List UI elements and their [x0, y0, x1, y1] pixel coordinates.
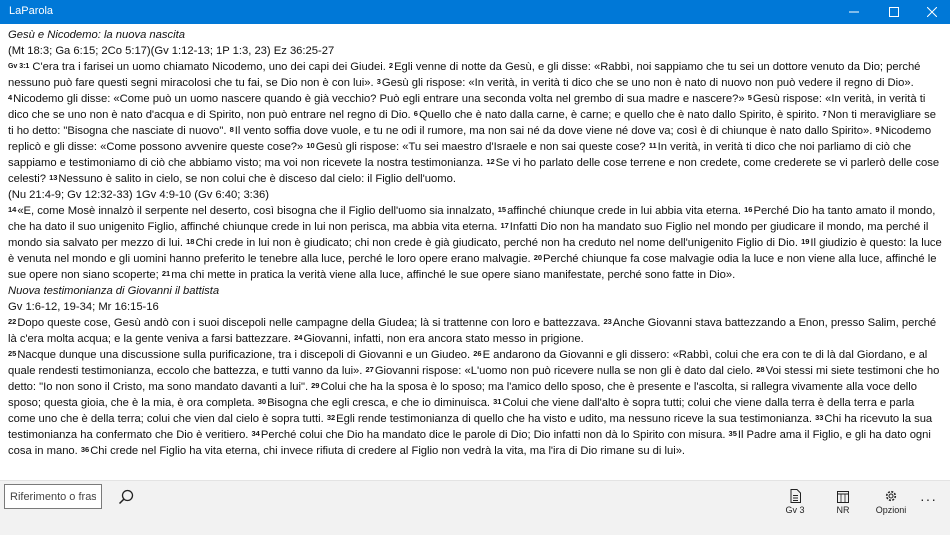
verse-text: Se vi ho parlato delle cose terrene e non credete, come crederete se vi parlerò delle cose celesti?	[8, 157, 940, 185]
verses-group	[8, 61, 939, 185]
verse-text: Voi stessi mi siete testimoni che ho detto: "Io non sono il Cristo, ma sono mandato davanti a lui".	[8, 365, 940, 393]
verse-number: 25	[8, 349, 17, 358]
verse-text: Gesù gli rispose: «Tu sei maestro d'Israele e non sai queste cose?	[315, 141, 649, 153]
verse-number: 13	[49, 173, 58, 182]
search-button[interactable]	[112, 485, 140, 509]
verse-number: 3	[376, 77, 381, 86]
verse-text: C'era tra i farisei un uomo chiamato Nicodemo, uno dei capi dei Giudei.	[32, 61, 389, 73]
verse-text: Il Padre ama il Figlio, e gli ha dato ogni cosa in mano.	[8, 429, 931, 457]
verse-text: Infatti Dio non ha mandato suo Figlio nel mondo per giudicare il mondo, ma perché il mondo sia salvato per mezzo di lui.	[8, 221, 929, 249]
verse-text: Perché Dio ha tanto amato il mondo, che ha dato il suo unigenito Figlio, affinché chiunque crede in lui non perisca, ma abbia vita eterna.	[8, 205, 936, 233]
paragraph	[8, 347, 942, 459]
command-bar	[0, 480, 950, 535]
verse-number: 36	[80, 445, 90, 454]
verse-text: Nicodemo gli disse: «Come può un uomo nascere quando è già vecchio? Può egli entrare una seconda volta nel grembo di sua madre e nascere?»	[13, 93, 748, 105]
chapter-label: Gv 3:1	[8, 63, 30, 70]
verse-text: Quello che è nato dalla carne, è carne; e quello che è nato dallo Spirito, è spirito.	[418, 109, 823, 121]
verse-number: 20	[533, 253, 543, 262]
verse-number: 18	[186, 237, 195, 246]
more-button[interactable]: ···	[920, 491, 937, 507]
title-bar	[0, 0, 950, 24]
options-button[interactable]	[866, 487, 916, 515]
minimize-button[interactable]	[838, 0, 870, 24]
verse-text: Colui che viene dall'alto è sopra tutti; colui che viene dalla terra è della terra e parla come uno che è della terra; colui che vien dal cielo è sopra tutti.	[8, 397, 915, 425]
version-button[interactable]	[818, 487, 868, 515]
maximize-icon	[889, 7, 899, 17]
verses-group	[8, 317, 936, 345]
verse-text: Bisogna che egli cresca, e che io diminuisca.	[267, 397, 494, 409]
verse-number: 10	[306, 141, 315, 150]
version-icon	[837, 491, 849, 503]
book-button[interactable]	[770, 487, 820, 515]
verse-number: 27	[365, 365, 374, 374]
verse-number: 2	[388, 61, 394, 70]
verse-number: 29	[311, 381, 320, 390]
verse-text: Giovanni rispose: «L'uomo non può ricevere nulla se non gli è dato dal cielo.	[374, 365, 757, 377]
cross-references: Gv 1:6-12, 19-34; Mr 16:15-16	[8, 301, 159, 313]
search-icon	[118, 489, 134, 505]
verse-number: 8	[229, 125, 234, 134]
verse-text: In verità, in verità ti dico che noi parliamo di ciò che sappiamo e testimoniamo di ciò che abbiamo visto; ma voi non ricevete la nostra testimonianza.	[8, 141, 912, 169]
verse-text: Giovanni, infatti, non era ancora stato messo in prigione.	[303, 333, 584, 345]
verse-text: Anche Giovanni stava battezzando a Enon, presso Salim, perché là c'era molta acqua; e la gente veniva a farsi battezzare.	[8, 317, 937, 345]
verse-text: Egli venne di notte da Gesù, e gli disse: «Rabbì, noi sappiamo che tu sei un dottore venuto da Dio; perché nessuno può fare questi segni miracolosi che tu fai, se Dio non è con lui».	[8, 61, 921, 89]
cross-references: (Nu 21:4-9; Gv 12:32-33) 1Gv 4:9-10 (Gv 6:40; 3:36)	[8, 189, 269, 201]
verse-number: 28	[756, 365, 765, 374]
verse-number: 26	[473, 349, 482, 358]
verse-number: 33	[815, 413, 824, 422]
verse-number: 4	[8, 93, 13, 102]
verse-number: 9	[875, 125, 880, 134]
bible-text-area[interactable]	[8, 27, 942, 479]
verse-number: 30	[257, 397, 267, 406]
verse-number: 21	[161, 269, 171, 278]
verse-text: Gesù rispose: «In verità, in verità ti dico che se uno non è nato d'acqua e di Spirito, non può entrare nel regno di Dio.	[8, 93, 926, 121]
verse-number: 23	[603, 317, 612, 326]
verse-number: 11	[648, 141, 657, 150]
verse-number: 14	[8, 205, 17, 214]
verse-text: Il giudizio è questo: la luce è venuta nel mondo e gli uomini hanno preferito le tenebre alla luce, perché le loro opere erano malvagie.	[8, 237, 942, 265]
book-label: Gv 3	[785, 505, 805, 515]
paragraph	[8, 315, 942, 347]
minimize-icon	[849, 7, 859, 17]
verse-text: Chi ha ricevuto la sua testimonianza ha confermato che Dio è veritiero.	[8, 413, 933, 441]
verse-number: 12	[486, 157, 495, 166]
verse-number: 5	[747, 93, 752, 102]
verse-text: Chi crede nel Figlio ha vita eterna, chi invece rifiuta di credere al Figlio non vedrà la vita, ma l'ira di Dio rimane su di lui».	[90, 445, 686, 457]
close-icon	[927, 7, 937, 17]
verse-number: 35	[728, 429, 737, 438]
section-heading: Nuova testimonianza di Giovanni il battista	[8, 285, 220, 297]
version-label: NR	[836, 505, 850, 515]
maximize-button[interactable]	[878, 0, 910, 24]
verse-number: 22	[8, 317, 17, 326]
verse-text: Dopo queste cose, Gesù andò con i suoi discepoli nelle campagne della Giudea; là si trattenne con loro e battezzava.	[17, 317, 604, 329]
verse-text: «E, come Mosè innalzò il serpente nel deserto, così bisogna che il Figlio dell'uomo sia innalzato,	[17, 205, 498, 217]
paragraph	[8, 59, 942, 187]
verse-number: 24	[294, 333, 303, 342]
verse-number: 17	[500, 221, 509, 230]
verse-text: Nacque dunque una discussione sulla purificazione, tra i discepoli di Giovanni e un Giudeo.	[17, 349, 474, 361]
app-title: LaParola	[9, 5, 54, 17]
close-button[interactable]	[916, 0, 948, 24]
verse-text: Gesù gli rispose: «In verità, in verità ti dico che se uno non è nato di nuovo non può vedere il regno di Dio».	[381, 77, 914, 89]
verse-text: Perché chiunque fa cose malvagie odia la luce e non viene alla luce, affinché le sue opere non siano scoperte;	[8, 253, 937, 281]
verses-group	[8, 205, 942, 281]
search-input[interactable]	[4, 484, 102, 509]
verse-number: 6	[413, 109, 418, 118]
verse-text: E andarono da Giovanni e gli dissero: «Rabbì, colui che era con te di là dal Giordano, e al quale rendesti testimonianza, eccolo che battezza, e tutti vanno da lui».	[8, 349, 928, 377]
verse-text: ma chi mette in pratica la verità viene alla luce, affinché le sue opere siano manifestate, perché sono fatte in Dio».	[171, 269, 736, 281]
verse-number: 31	[493, 397, 502, 406]
verse-text: Colui che ha la sposa è lo sposo; ma l'amico dello sposo, che è presente e l'ascolta, si rallegra vivamente alla voce dello sposo; questa gioia, che è la mia, è ora completa.	[8, 381, 918, 409]
paragraph	[8, 203, 942, 283]
cross-references: (Mt 18:3; Ga 6:15; 2Co 5:17)(Gv 1:12-13; 1P 1:3, 23) Ez 36:25-27	[8, 45, 335, 57]
verse-text: Perché colui che Dio ha mandato dice le parole di Dio; Dio infatti non dà lo Spirito con misura.	[260, 429, 729, 441]
section-heading: Gesù e Nicodemo: la nuova nascita	[8, 29, 185, 41]
verse-text: Egli rende testimonianza di quello che ha visto e udito, ma nessuno riceve la sua testimonianza.	[336, 413, 816, 425]
verse-number: 7	[822, 109, 827, 118]
verse-number: 34	[251, 429, 260, 438]
verses-group	[8, 349, 939, 457]
verse-text: Nessuno è salito in cielo, se non colui che è disceso dal cielo: il Figlio dell'uomo.	[58, 173, 456, 185]
verse-text: affinché chiunque crede in lui abbia vita eterna.	[507, 205, 745, 217]
verse-number: 32	[326, 413, 336, 422]
verse-text: Nicodemo replicò e gli disse: «Come possono avvenire queste cose?»	[8, 125, 932, 153]
gear-icon	[884, 489, 898, 503]
verse-text: Il vento soffia dove vuole, e tu ne odi il rumore, ma non sai né da dove viene né dove va; così è di chiunque è nato dallo Spirito».	[234, 125, 876, 137]
book-icon	[790, 489, 801, 503]
verse-text: Non ti meravigliare se ti ho detto: "Bisogna che nasciate di nuovo".	[8, 109, 936, 137]
options-label: Opzioni	[875, 505, 907, 515]
verse-text: Chi crede in lui non è giudicato; chi non crede è già giudicato, perché non ha creduto nel nome dell'unigenito Figlio di Dio.	[195, 237, 802, 249]
verse-number: 16	[744, 205, 753, 214]
verse-number: 19	[801, 237, 810, 246]
verse-number: 15	[497, 205, 507, 214]
